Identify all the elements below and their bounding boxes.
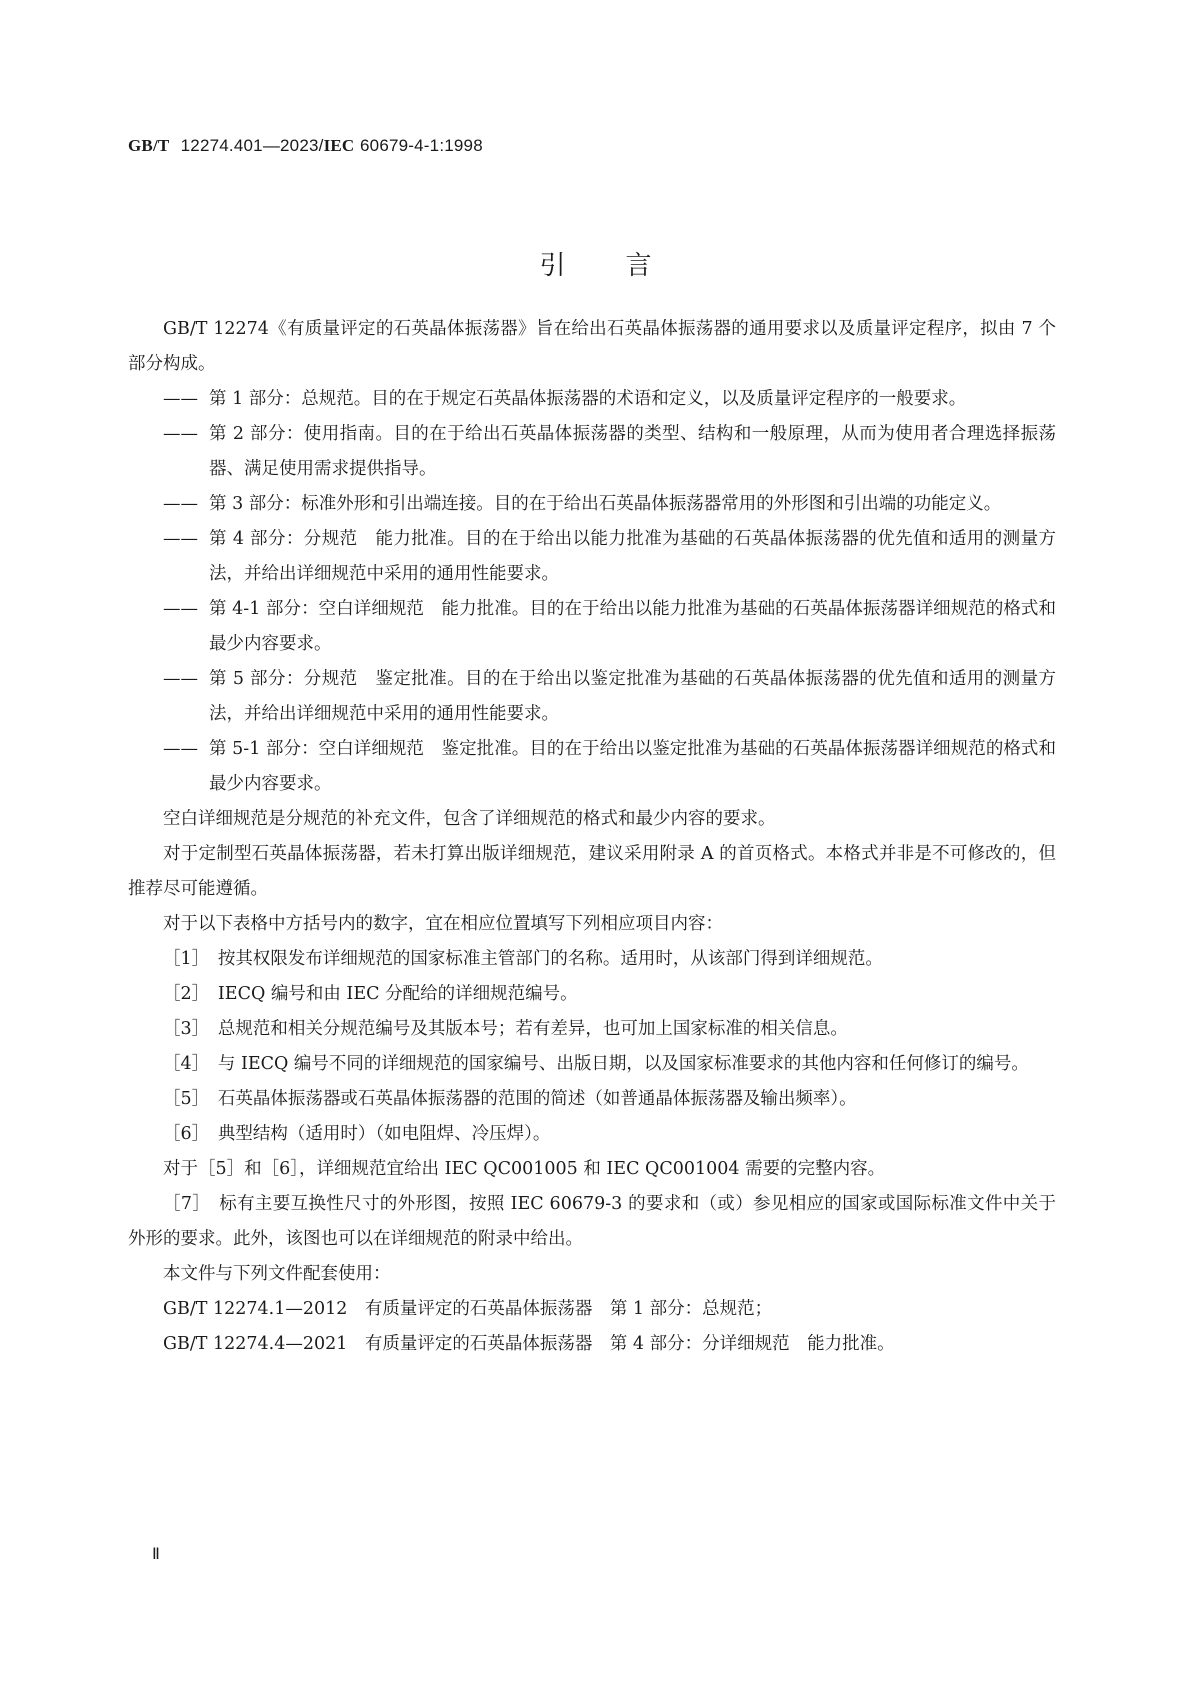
ref-item-2: ［2］ IECQ 编号和由 IEC 分配给的详细规范编号。 (163, 984, 578, 1004)
brackets-intro-paragraph: 对于以下表格中方括号内的数字，宜在相应位置填写下列相应项目内容： (163, 914, 723, 934)
part-text: 第 5-1 部分：空白详细规范 鉴定批准。目的在于给出以鉴定批准为基础的石英晶体振荡器详细规范的格式和最少内容要求。 (209, 739, 1056, 794)
standard-number: 12274.401—2023/ (180, 136, 324, 155)
dash-marker: —— (163, 389, 198, 409)
part-text: 第 2 部分：使用指南。目的在于给出石英晶体振荡器的类型、结构和一般原理，从而为使用者合理选择振荡器、满足使用需求提供指导。 (209, 424, 1056, 479)
part-item (128, 662, 1056, 732)
companion-intro-paragraph: 本文件与下列文件配套使用： (163, 1264, 391, 1284)
part-item (128, 592, 1056, 662)
page-title: 引言 (539, 251, 712, 281)
refs-5-6-paragraph: 对于［5］和［6］，详细规范宜给出 IEC QC001005 和 IEC QC001004 需要的完整内容。 (163, 1159, 886, 1179)
blank-spec-paragraph: 空白详细规范是分规范的补充文件，包含了详细规范的格式和最少内容的要求。 (163, 809, 776, 829)
iec-prefix: IEC (323, 136, 355, 155)
ref-item-4: ［4］ 与 IECQ 编号不同的详细规范的国家编号、出版日期，以及国家标准要求的其他内容和任何修订的编号。 (163, 1054, 1029, 1074)
part-item (128, 732, 1056, 802)
ref-item-1: ［1］ 按其权限发布详细规范的国家标准主管部门的名称。适用时，从该部门得到详细规范。 (163, 949, 883, 969)
custom-oscillator-paragraph: 对于定制型石英晶体振荡器，若未打算出版详细规范，建议采用附录 A 的首页格式。本格式并非是不可修改的，但推荐尽可能遵循。 (128, 844, 1056, 899)
part-text: 第 3 部分：标准外形和引出端连接。目的在于给出石英晶体振荡器常用的外形图和引出端的功能定义。 (209, 494, 1002, 514)
dash-marker: —— (163, 529, 198, 549)
dash-marker: —— (163, 424, 198, 444)
part-item (128, 417, 1056, 487)
intro-paragraph: GB/T 12274《有质量评定的石英晶体振荡器》旨在给出石英晶体振荡器的通用要求以及质量评定程序，拟由 7 个部分构成。 (128, 319, 1056, 374)
part-text: 第 4-1 部分：空白详细规范 能力批准。目的在于给出以能力批准为基础的石英晶体振荡器详细规范的格式和最少内容要求。 (209, 599, 1056, 654)
standard-prefix: GB/T (128, 136, 170, 155)
dash-marker: —— (163, 599, 198, 619)
part-item (128, 487, 1056, 522)
ref-item-5: ［5］ 石英晶体振荡器或石英晶体振荡器的范围的简述（如普通晶体振荡器及输出频率）。 (163, 1089, 857, 1109)
part-text: 第 4 部分：分规范 能力批准。目的在于给出以能力批准为基础的石英晶体振荡器的优先值和适用的测量方法，并给出详细规范中采用的通用性能要求。 (209, 529, 1056, 584)
companion-document: GB/T 12274.4—2021 有质量评定的石英晶体振荡器 第 4 部分：分详细规范 能力批准。 (163, 1334, 895, 1354)
companion-document: GB/T 12274.1—2012 有质量评定的石英晶体振荡器 第 1 部分：总规范； (163, 1299, 773, 1319)
dash-marker: —— (163, 669, 198, 689)
part-item (128, 522, 1056, 592)
dash-marker: —— (163, 739, 198, 759)
page-number: Ⅱ (152, 1546, 160, 1563)
ref-item-7: ［7］ 标有主要互换性尺寸的外形图，按照 IEC 60679-3 的要求和（或）参见相应的国家或国际标准文件中关于外形的要求。此外，该图也可以在详细规范的附录中给出。 (128, 1194, 1056, 1249)
document-header (128, 136, 483, 156)
document-body (128, 312, 1056, 1362)
part-text: 第 1 部分：总规范。目的在于规定石英晶体振荡器的术语和定义，以及质量评定程序的一般要求。 (209, 389, 967, 409)
part-text: 第 5 部分：分规范 鉴定批准。目的在于给出以鉴定批准为基础的石英晶体振荡器的优先值和适用的测量方法，并给出详细规范中采用的通用性能要求。 (209, 669, 1056, 724)
part-item (128, 382, 1056, 417)
iec-number: 60679-4-1:1998 (360, 136, 483, 155)
ref-item-6: ［6］ 典型结构（适用时）（如电阻焊、冷压焊）。 (163, 1124, 551, 1144)
dash-marker: —— (163, 494, 198, 514)
ref-item-3: ［3］ 总规范和相关分规范编号及其版本号；若有差异，也可加上国家标准的相关信息。 (163, 1019, 848, 1039)
